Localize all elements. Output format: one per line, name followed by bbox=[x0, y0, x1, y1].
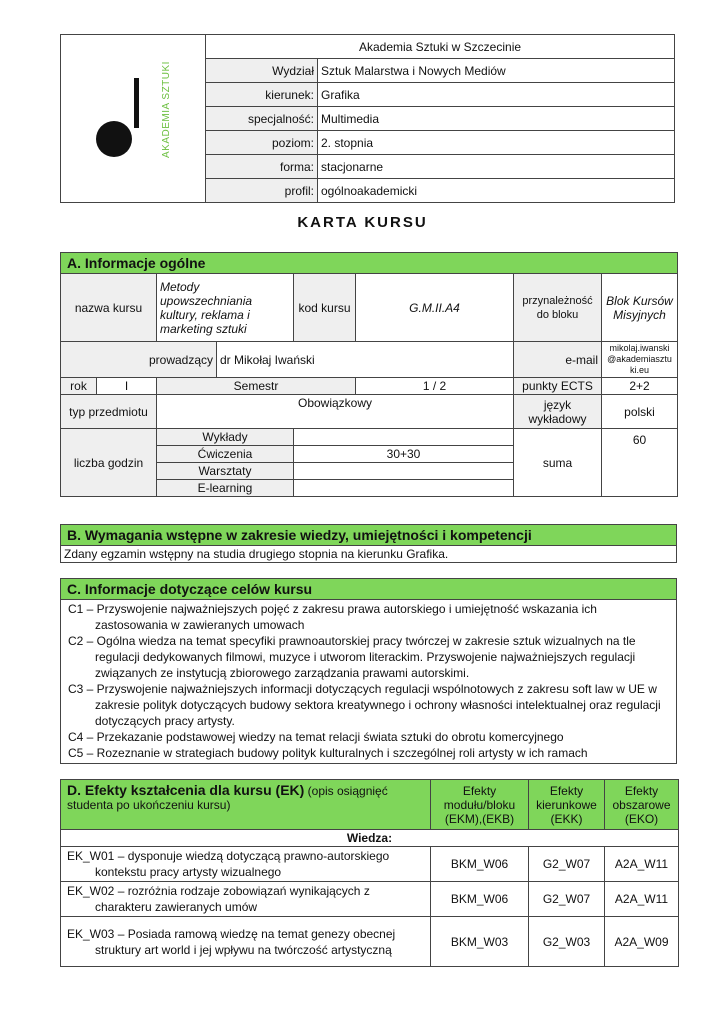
section-d-note: (opis osiągnięć studenta po ukończeniu kursu) bbox=[67, 784, 388, 812]
goal-item: C2 – Ogólna wiedza na temat specyfiki prawnoautorskiej pracy twórczej w zakresie sztuk wizualnych na tle regulacji dedykowanych filmowi, muzyce i utworom literackim. Przyswojenie najważniejszych regulacji związanych ze instytucją zbiorowego zarządzania prawami autorskimi. bbox=[68, 634, 636, 680]
level-value: 2. stopnia bbox=[318, 131, 675, 155]
type-value: Obowiązkowy bbox=[157, 395, 514, 429]
outcome-ekm: BKM_W06 bbox=[431, 847, 529, 882]
specialty-label: specjalność: bbox=[206, 107, 318, 131]
block-value: Blok Kursów Misyjnych bbox=[602, 274, 678, 342]
hours-value bbox=[294, 463, 514, 480]
faculty-label: Wydział bbox=[206, 59, 318, 83]
knowledge-subheading: Wiedza: bbox=[61, 830, 679, 847]
hours-value bbox=[294, 480, 514, 497]
col-ekk-header: Efekty kierunkowe (EKK) bbox=[529, 780, 605, 830]
form-label: forma: bbox=[206, 155, 318, 179]
outcome-ekk: G2_W07 bbox=[529, 847, 605, 882]
outcome-ekm: BKM_W03 bbox=[431, 917, 529, 967]
academy-logo-icon bbox=[64, 40, 202, 195]
email-label: e-mail bbox=[514, 342, 602, 378]
outcome-eko: A2A_W11 bbox=[605, 847, 679, 882]
hours-type: Wykłady bbox=[157, 429, 294, 446]
sum-value: 60 bbox=[602, 429, 678, 497]
profile-value: ogólnoakademicki bbox=[318, 179, 675, 203]
field-label: kierunek: bbox=[206, 83, 318, 107]
level-label: poziom: bbox=[206, 131, 318, 155]
section-c-heading: C. Informacje dotyczące celów kursu bbox=[61, 579, 677, 600]
language-value: polski bbox=[602, 395, 678, 429]
field-value: Grafika bbox=[318, 83, 675, 107]
outcome-eko: A2A_W11 bbox=[605, 882, 679, 917]
hours-label: liczba godzin bbox=[61, 429, 157, 497]
ects-label: punkty ECTS bbox=[514, 378, 602, 395]
outcome-text: EK_W03 – Posiada ramową wiedzę na temat genezy obecnej struktury art world i jej wpływu na twórczość artystyczną bbox=[61, 917, 431, 967]
outcome-eko: A2A_W09 bbox=[605, 917, 679, 967]
profile-label: profil: bbox=[206, 179, 318, 203]
col-ekm-header: Efekty modułu/bloku (EKM),(EKB) bbox=[431, 780, 529, 830]
section-d-heading-cell bbox=[61, 780, 431, 830]
section-b-text: Zdany egzamin wstępny na studia drugiego stopnia na kierunku Grafika. bbox=[61, 546, 677, 563]
outcome-ekk: G2_W07 bbox=[529, 882, 605, 917]
section-a-heading: A. Informacje ogólne bbox=[61, 253, 678, 274]
section-c-table bbox=[60, 578, 677, 764]
year-label: rok bbox=[61, 378, 97, 395]
semester-label: Semestr bbox=[157, 378, 356, 395]
hours-type: E-learning bbox=[157, 480, 294, 497]
section-b-table bbox=[60, 524, 677, 563]
page-title: KARTA KURSU bbox=[297, 214, 428, 231]
goal-item: C1 – Przyswojenie najważniejszych pojęć z zakresu prawa autorskiego i umiejętność wskazania ich zastosowania w zawieranych umowach bbox=[68, 602, 597, 632]
lecturer-name: dr Mikołaj Iwański bbox=[217, 342, 514, 378]
sum-label: suma bbox=[514, 429, 602, 497]
outcome-ekm: BKM_W06 bbox=[431, 882, 529, 917]
section-a-table bbox=[60, 252, 678, 497]
year-value: I bbox=[97, 378, 157, 395]
course-name: Metody upowszechniania kultury, reklama i marketing sztuki bbox=[157, 274, 294, 342]
block-label: przynależność do bloku bbox=[514, 274, 602, 342]
section-d-table bbox=[60, 779, 679, 967]
hours-type: Ćwiczenia bbox=[157, 446, 294, 463]
form-value: stacjonarne bbox=[318, 155, 675, 179]
language-label: język wykładowy bbox=[514, 395, 602, 429]
hours-value: 30+30 bbox=[294, 446, 514, 463]
col-eko-header: Efekty obszarowe (EKO) bbox=[605, 780, 679, 830]
type-label: typ przedmiotu bbox=[61, 395, 157, 429]
header-table bbox=[60, 34, 675, 203]
specialty-value: Multimedia bbox=[318, 107, 675, 131]
logo-text: AKADEMIA SZTUKI bbox=[161, 60, 172, 158]
outcome-ekk: G2_W03 bbox=[529, 917, 605, 967]
course-name-label: nazwa kursu bbox=[61, 274, 157, 342]
course-code-label: kod kursu bbox=[294, 274, 356, 342]
lecturer-label: prowadzący bbox=[61, 342, 217, 378]
logo bbox=[61, 35, 206, 203]
outcome-text: EK_W01 – dysponuje wiedzą dotyczącą prawno-autorskiego kontekstu pracy artysty wizualnego bbox=[61, 847, 431, 882]
course-code: G.M.II.A4 bbox=[356, 274, 514, 342]
semester-value: 1 / 2 bbox=[356, 378, 514, 395]
hours-value bbox=[294, 429, 514, 446]
email-value: mikolaj.iwanski@akademiasztuki.eu bbox=[602, 342, 678, 378]
institution-name: Akademia Sztuki w Szczecinie bbox=[206, 35, 675, 59]
goal-item: C5 – Rozeznanie w strategiach budowy polityk kulturalnych i szczególnej roli artysty w ich ramach bbox=[68, 746, 588, 760]
section-d-heading: D. Efekty kształcenia dla kursu (EK) bbox=[67, 782, 305, 798]
section-b-heading: B. Wymagania wstępne w zakresie wiedzy, umiejętności i kompetencji bbox=[61, 525, 677, 546]
outcome-text: EK_W02 – rozróżnia rodzaje zobowiązań wynikających z charakteru zawieranych umów bbox=[61, 882, 431, 917]
goal-item: C3 – Przyswojenie najważniejszych informacji dotyczących regulacji wspólnotowych z zakresu soft law w UE w zakresie polityk dotyczących budowy sektora kreatywnego i ochrony własności intelektualnej oraz regulacji dotyczących pracy artysty. bbox=[68, 682, 661, 728]
goal-item: C4 – Przekazanie podstawowej wiedzy na temat relacji świata sztuki do obrotu komercyjnego bbox=[68, 730, 564, 744]
faculty-value: Sztuk Malarstwa i Nowych Mediów bbox=[318, 59, 675, 83]
hours-type: Warsztaty bbox=[157, 463, 294, 480]
ects-value: 2+2 bbox=[602, 378, 678, 395]
